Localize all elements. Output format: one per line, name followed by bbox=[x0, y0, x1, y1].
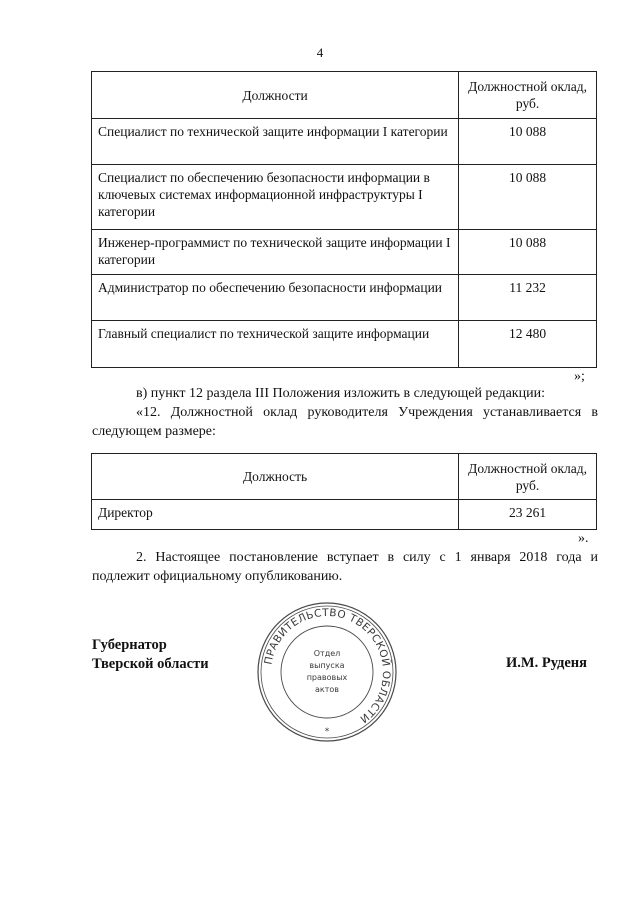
seal-center-line: выпуска bbox=[309, 661, 345, 670]
signatory-title bbox=[92, 636, 209, 674]
page-number: 4 bbox=[316, 45, 324, 60]
seal-outer-ring bbox=[258, 603, 396, 741]
signatory-title-line-1: Губернатор bbox=[92, 637, 167, 653]
salary-cell: 10 088 bbox=[459, 119, 597, 165]
position-cell: Администратор по обеспечению безопасности информации bbox=[92, 275, 459, 321]
table-row bbox=[92, 500, 597, 530]
table-header-row bbox=[92, 454, 597, 500]
closing-quote-2: ». bbox=[578, 531, 589, 546]
table-header-row bbox=[92, 72, 597, 119]
seal-star-icon: * bbox=[324, 727, 330, 737]
table-row bbox=[92, 119, 597, 165]
position-cell: Директор bbox=[92, 500, 459, 530]
table-row bbox=[92, 321, 597, 368]
salary-table-director bbox=[91, 453, 597, 530]
salary-cell: 23 261 bbox=[459, 500, 597, 530]
position-cell: Специалист по технической защите информации I категории bbox=[92, 119, 459, 165]
position-cell: Специалист по обеспечению безопасности информации в ключевых системах информационной инфраструктуры I категории bbox=[92, 165, 459, 230]
salary-cell: 11 232 bbox=[459, 275, 597, 321]
seal-inner-ring bbox=[281, 626, 373, 718]
position-cell: Инженер-программист по технической защите информации I категории bbox=[92, 230, 459, 275]
paragraph-item-2: 2. Настоящее постановление вступает в силу с 1 января 2018 года и подлежит официальному опубликованию. bbox=[92, 550, 598, 584]
seal-center-line: правовых bbox=[306, 673, 348, 682]
column-header-salary: Должностной оклад, руб. bbox=[459, 72, 597, 119]
salary-cell: 12 480 bbox=[459, 321, 597, 368]
salary-table-positions bbox=[91, 71, 597, 368]
closing-quote-1: »; bbox=[574, 369, 585, 384]
seal-center-line: Отдел bbox=[313, 649, 341, 658]
salary-cell: 10 088 bbox=[459, 230, 597, 275]
table-row bbox=[92, 230, 597, 275]
salary-cell: 10 088 bbox=[459, 165, 597, 230]
column-header-salary: Должностной оклад, руб. bbox=[459, 454, 597, 500]
signatory-name: И.М. Руденя bbox=[506, 655, 588, 671]
table-row bbox=[92, 275, 597, 321]
column-header-position: Должность bbox=[92, 454, 459, 500]
paragraph-item-v: в) пункт 12 раздела III Положения изложить в следующей редакции: bbox=[136, 386, 545, 401]
table-row bbox=[92, 165, 597, 230]
paragraph-item-12: «12. Должностной оклад руководителя Учреждения устанавливается в следующем размере: bbox=[92, 405, 598, 439]
seal-ring-text: ПРАВИТЕЛЬСТВО ТВЕРСКОЙ ОБЛАСТИ bbox=[262, 606, 393, 726]
position-cell: Главный специалист по технической защите информации bbox=[92, 321, 459, 368]
signatory-title-line-2: Тверской области bbox=[92, 656, 209, 672]
column-header-positions: Должности bbox=[92, 72, 459, 119]
seal-center-line: актов bbox=[314, 685, 340, 694]
official-seal-stamp bbox=[256, 601, 398, 743]
